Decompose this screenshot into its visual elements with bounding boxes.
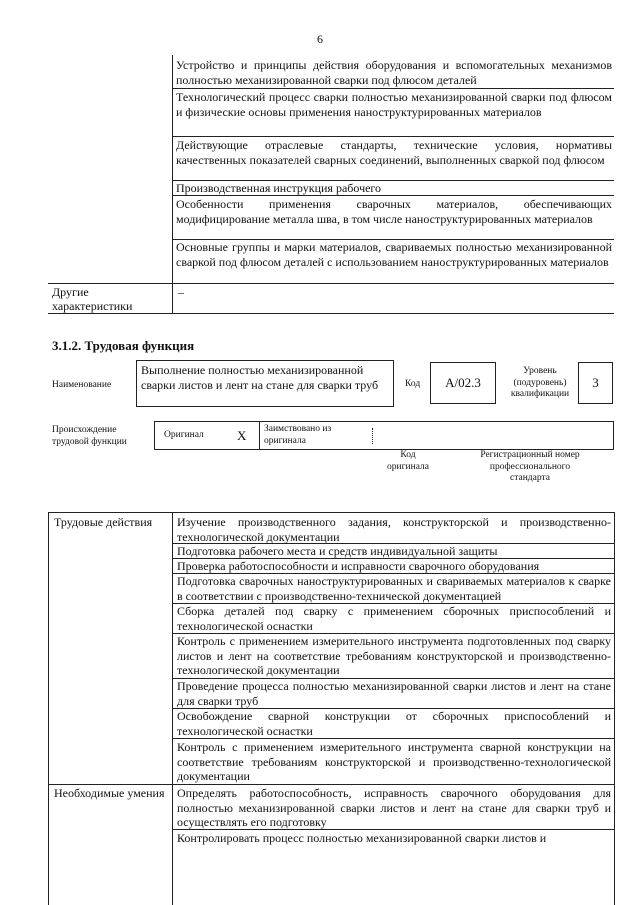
code-original-caption: Код оригинала xyxy=(387,450,429,472)
action-item: Освобождение сварной конструкции от сборочных приспособлений и технологической оснастки xyxy=(177,709,611,738)
action-item: Контроль с применением измерительного инструмента подготовленных под сварку листов и лент на соответствие требованиям конструкторской и производственно-технологической документации xyxy=(177,634,611,677)
section-heading: 3.1.2. Трудовая функция xyxy=(52,338,195,353)
code-label: Код xyxy=(405,379,421,389)
level-value: 3 xyxy=(592,375,599,390)
action-item: Подготовка сварочных наноструктурированных и свариваемых материалов к сварке в соответствии с производственно-технической документацией xyxy=(177,574,611,603)
registration-caption: Регистрационный номер профессионального стандарта xyxy=(480,450,580,483)
actions-label: Трудовые действия xyxy=(54,515,153,529)
action-item: Контроль с применением измерительного инструмента сварной конструкции на соответствие требованиям конструкторской и производственно-технологической документации xyxy=(177,740,611,783)
action-item: Проверка работоспособности и исправности сварочного оборудования xyxy=(177,559,540,573)
origin-label: Происхождение трудовой функции xyxy=(52,425,127,447)
other-characteristics-label: Другие характеристики xyxy=(52,285,133,313)
action-item: Подготовка рабочего места и средств индивидуальной защиты xyxy=(177,544,498,558)
knowledge-item: Действующие отраслевые стандарты, технические условия, нормативы качественных показателей сварных соединений, выполненных сваркой под флюсом xyxy=(176,138,612,167)
skills-label: Необходимые умения xyxy=(54,786,165,800)
page-number: 6 xyxy=(317,32,323,46)
knowledge-item: Технологический процесс сварки полностью механизированной сварки под флюсом и физические основы применения наноструктурированных материалов xyxy=(176,90,612,119)
level-label: Уровень (подуровень) квалификации xyxy=(510,366,570,399)
name-label: Наименование xyxy=(52,380,112,390)
original-mark: X xyxy=(237,428,247,443)
knowledge-item: Особенности применения сварочных материалов, обеспечивающих модифицирование металла шва, в том числе наноструктурированных материалов xyxy=(176,197,612,226)
function-code: A/02.3 xyxy=(445,375,481,390)
skill-item: Определять работоспособность, исправность сварочного оборудования для полностью механизированной сварки листов и лент на стане для сварки труб и осуществлять его подготовку xyxy=(177,786,611,829)
knowledge-item: Производственная инструкция рабочего xyxy=(176,181,382,195)
action-item: Сборка деталей под сварку с применением сборочных приспособлений и технологической оснастки xyxy=(177,604,611,633)
action-item: Изучение производственного задания, конструкторской и производственно-технологической документации xyxy=(177,515,611,544)
knowledge-item: Основные группы и марки материалов, свариваемых полностью механизированной сваркой под флюсом деталей с использованием наноструктурированных материалов xyxy=(176,240,612,269)
other-characteristics-value: – xyxy=(178,285,184,299)
original-label: Оригинал xyxy=(164,430,204,440)
knowledge-item: Устройство и принципы действия оборудования и вспомогательных механизмов полностью механизированной сварки под флюсом деталей xyxy=(176,58,612,87)
action-item: Проведение процесса полностью механизированной сварки листов и лент на стане для сварки труб xyxy=(177,679,611,708)
borrowed-label: Заимствовано из оригинала xyxy=(264,424,332,446)
skill-item: Контролировать процесс полностью механизированной сварки листов и xyxy=(177,831,547,845)
function-name: Выполнение полностью механизированной сварки листов и лент на стане для сварки труб xyxy=(141,363,379,392)
